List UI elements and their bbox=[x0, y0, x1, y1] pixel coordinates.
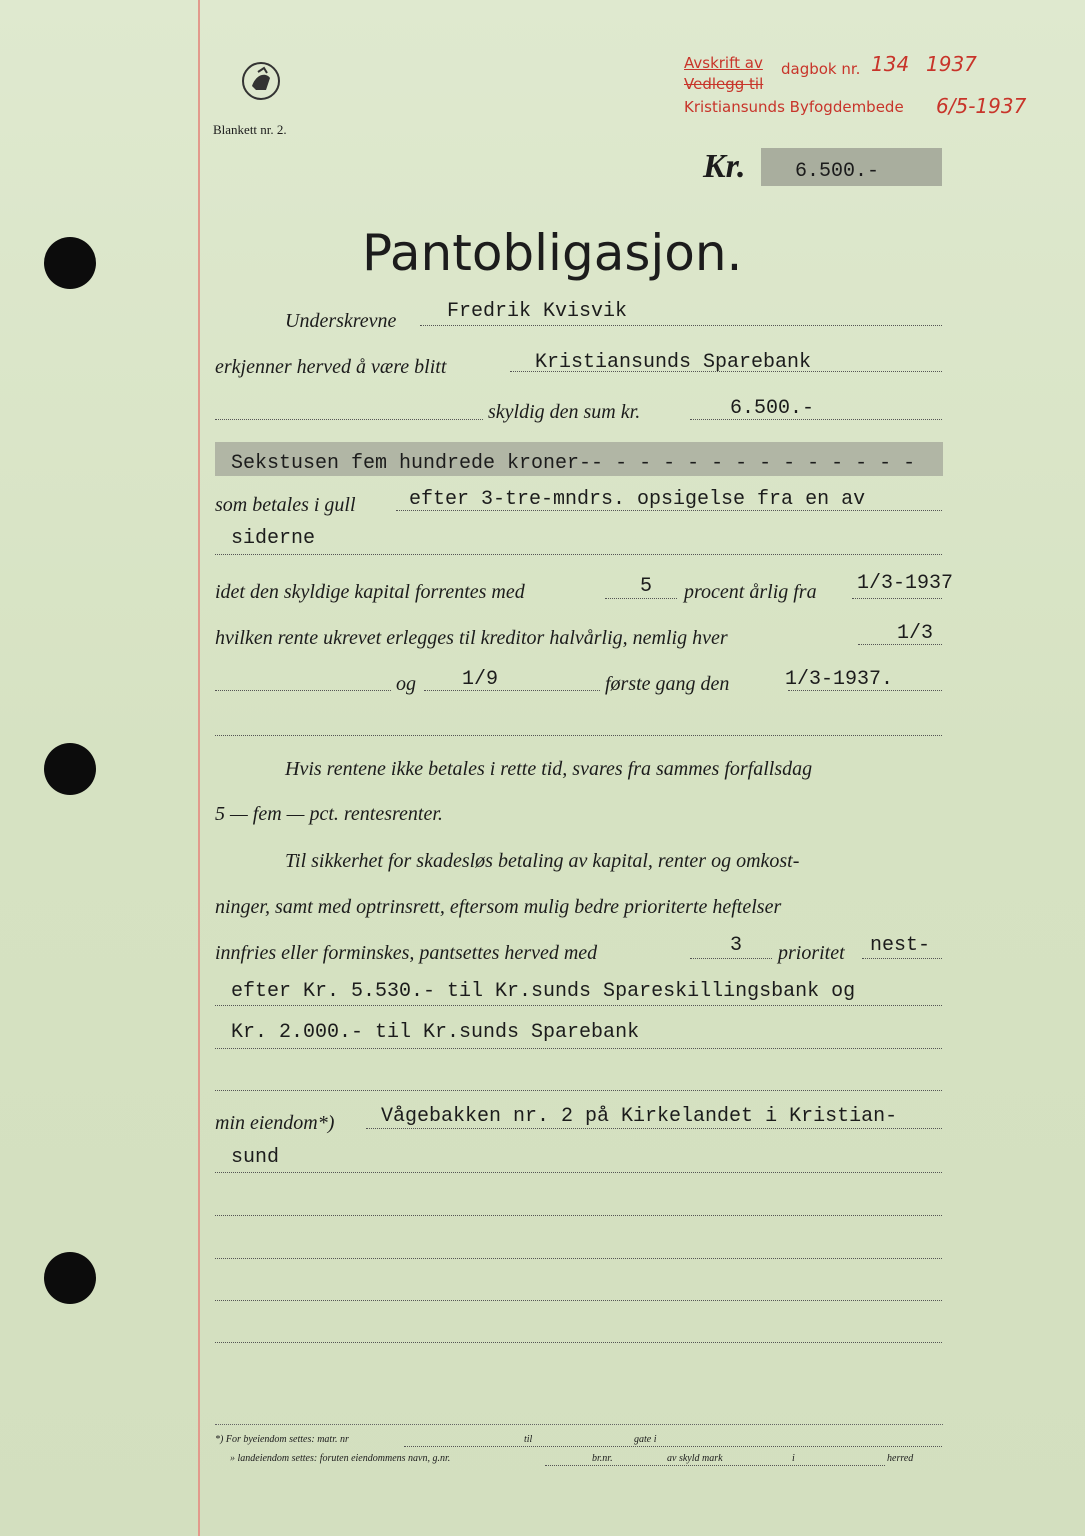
gull-label: som betales i gull bbox=[215, 494, 356, 516]
priority-value-line bbox=[862, 958, 942, 959]
stamp-dagbok: dagbok nr. bbox=[781, 60, 861, 78]
security-line-1: Til sikkerhet for skadesløs betaling av kapital, renter og omkost- bbox=[285, 850, 800, 872]
stamp-year: 1937 bbox=[926, 52, 977, 76]
gull-line-2 bbox=[215, 554, 942, 555]
og-label: og bbox=[396, 673, 416, 695]
eiendom-value-2: sund bbox=[231, 1146, 280, 1169]
footnote-line-2-dots bbox=[545, 1465, 885, 1466]
footnote-line-2-d: i bbox=[792, 1453, 795, 1464]
kapital-rate: 5 bbox=[640, 575, 653, 598]
footnote-line-2-b: br.nr. bbox=[592, 1453, 613, 1464]
eiendom-line bbox=[366, 1128, 942, 1129]
kapital-label-2: procent årlig fra bbox=[684, 581, 817, 603]
page-title: Pantobligasjon. bbox=[362, 224, 743, 282]
skyldig-line bbox=[690, 419, 942, 420]
footnote-line-2-c: av skyld mark bbox=[667, 1453, 723, 1464]
kapital-date-line bbox=[852, 598, 942, 599]
underskrevne-label: Underskrevne bbox=[285, 310, 397, 332]
priority-value-3: Kr. 2.000.- til Kr.sunds Sparebank bbox=[231, 1021, 640, 1044]
footnote-line-2-e: herred bbox=[887, 1453, 914, 1464]
punch-hole-bottom bbox=[44, 1252, 96, 1304]
priority-value-2: efter Kr. 5.530.- til Kr.sunds Spareskillingsbank og bbox=[231, 980, 856, 1003]
amount-value: 6.500.- bbox=[795, 160, 880, 183]
og-leading-line bbox=[215, 690, 391, 691]
priority-number: 3 bbox=[730, 934, 743, 957]
blank-line-1 bbox=[215, 735, 942, 736]
footnote-line-2-a: » landeiendom settes: foruten eiendommens navn, g.nr. bbox=[230, 1453, 451, 1464]
erkjenner-label: erkjenner herved å være blitt bbox=[215, 356, 447, 378]
priority-line bbox=[690, 958, 772, 959]
skyldig-value: 6.500.- bbox=[730, 397, 815, 420]
eiendom-value-1: Vågebakken nr. 2 på Kirkelandet i Kristian- bbox=[381, 1105, 898, 1128]
blank-line-3 bbox=[215, 1215, 942, 1216]
stamp-avskrift: Avskrift av bbox=[684, 54, 763, 72]
kapital-date: 1/3-1937 bbox=[857, 572, 954, 595]
amount-words: Sekstusen fem hundrede kroner-- - - - - - - - - - - - - - bbox=[231, 452, 916, 475]
footnote-line-1-dots bbox=[404, 1446, 942, 1447]
kapital-rate-line bbox=[605, 598, 677, 599]
amount-kr-label: Kr. bbox=[703, 148, 746, 185]
punch-hole-middle bbox=[44, 743, 96, 795]
underskrevne-value: Fredrik Kvisvik bbox=[447, 300, 628, 323]
footnote-line-1-c: gate i bbox=[634, 1434, 657, 1445]
priority-value-1: nest- bbox=[870, 934, 931, 957]
blank-line-6 bbox=[215, 1342, 942, 1343]
priority-label: prioritet bbox=[778, 942, 845, 964]
punch-hole-top bbox=[44, 237, 96, 289]
stamp-office: Kristiansunds Byfogdembede bbox=[684, 98, 904, 116]
blank-line-5 bbox=[215, 1300, 942, 1301]
stamp-dagbok-number: 134 bbox=[871, 52, 910, 76]
eiendom-line-2 bbox=[215, 1172, 942, 1173]
kapital-label-1: idet den skyldige kapital forrentes med bbox=[215, 581, 525, 603]
underskrevne-line bbox=[420, 325, 942, 326]
rente-label: hvilken rente ukrevet erlegges til kreditor halvårlig, nemlig hver bbox=[215, 627, 728, 649]
priority-line-2 bbox=[215, 1005, 942, 1006]
rente-terms-line-1: Hvis rentene ikke betales i rette tid, svares fra sammes forfallsdag bbox=[285, 758, 813, 780]
blank-line-2 bbox=[215, 1090, 942, 1091]
stamp-date: 6/5-1937 bbox=[936, 94, 1027, 118]
blank-line-4 bbox=[215, 1258, 942, 1259]
gull-value-1: efter 3-tre-mndrs. opsigelse fra en av bbox=[409, 488, 866, 511]
forste-label: første gang den bbox=[605, 673, 730, 695]
security-line-3: innfries eller forminskes, pantsettes herved med bbox=[215, 942, 598, 964]
margin-line bbox=[198, 0, 200, 1536]
erkjenner-value: Kristiansunds Sparebank bbox=[535, 351, 812, 374]
priority-line-3 bbox=[215, 1048, 942, 1049]
form-label: Blankett nr. 2. bbox=[213, 122, 287, 137]
forste-date: 1/3-1937. bbox=[785, 668, 894, 691]
footnote-line-1-b: til bbox=[524, 1434, 533, 1445]
skyldig-label: skyldig den sum kr. bbox=[488, 401, 641, 423]
stamp-vedlegg: Vedlegg til bbox=[684, 75, 764, 93]
skyldig-leading-line bbox=[215, 419, 483, 420]
og-date-line bbox=[424, 690, 600, 691]
rente-terms-line-2: 5 — fem — pct. rentesrenter. bbox=[215, 803, 443, 825]
og-date: 1/9 bbox=[462, 668, 499, 691]
footnote-line-1-a: *) For byeiendom settes: matr. nr bbox=[215, 1434, 349, 1445]
rente-date: 1/3 bbox=[897, 622, 934, 645]
seal-icon bbox=[240, 60, 282, 102]
gull-value-2: siderne bbox=[231, 527, 316, 550]
security-line-2: ninger, samt med optrinsrett, eftersom mulig bedre prioriterte heftelser bbox=[215, 896, 782, 918]
eiendom-label: min eiendom*) bbox=[215, 1112, 335, 1134]
footnote-rule bbox=[215, 1424, 943, 1425]
